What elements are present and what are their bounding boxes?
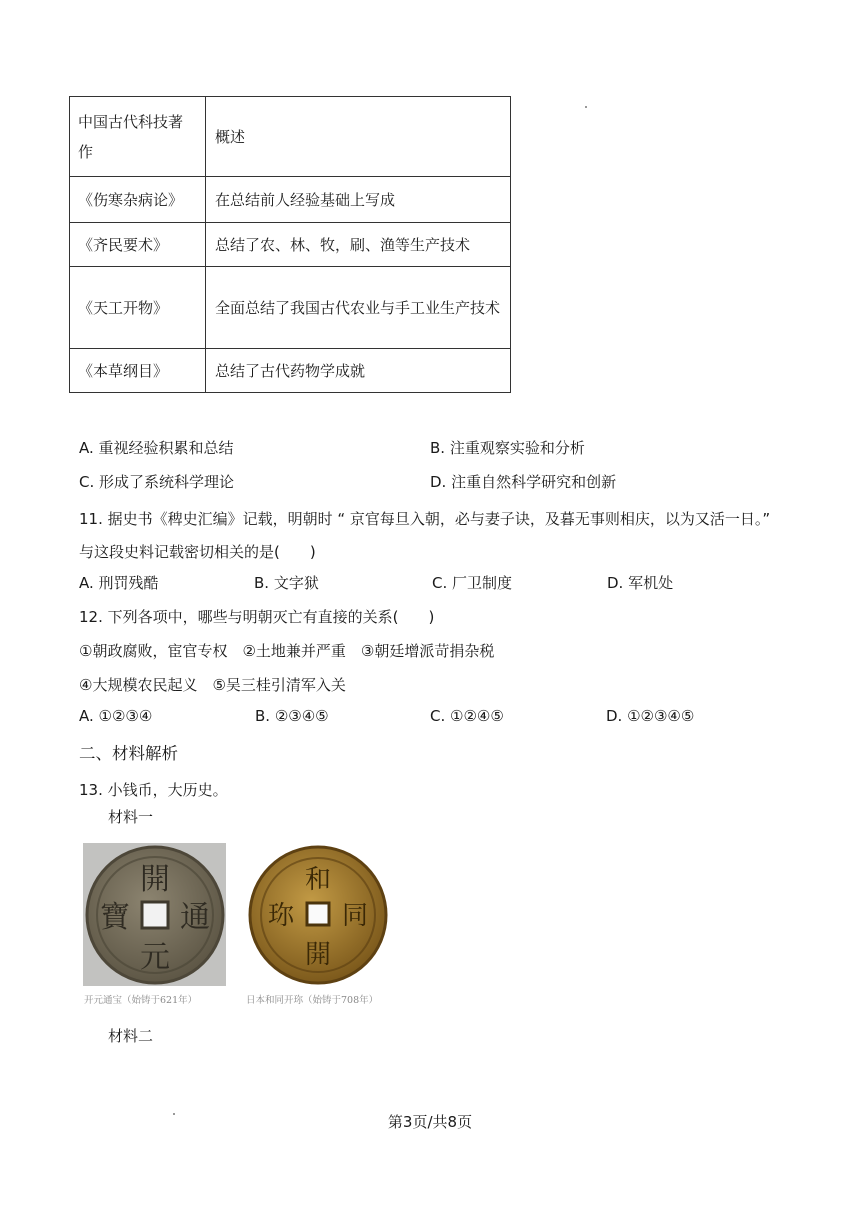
coin2-char-left: 珎	[267, 901, 295, 931]
q12-option-d[interactable]: D. ①②③④⑤	[606, 707, 695, 725]
table-cell-title: 《齐民要术》	[70, 223, 206, 267]
science-works-table	[69, 96, 511, 393]
wado-kaichin-image	[246, 843, 389, 986]
q11-option-a[interactable]: A. 刑罚残酷	[79, 574, 159, 592]
page-number: 第3页/共8页	[387, 1113, 473, 1131]
table-header-cell: 概述	[206, 97, 511, 177]
table-cell-title: 《天工开物》	[70, 267, 206, 349]
coin1-char-top: 開	[140, 862, 170, 897]
q12-stem: 12. 下列各项中，哪些与明朝灭亡有直接的关系( )	[79, 608, 435, 626]
q12-items-line1: ①朝政腐败，宦官专权 ②土地兼并严重 ③朝廷增派苛捐杂税	[79, 642, 495, 660]
coin1-char-bottom: 元	[140, 940, 170, 975]
coin2-char-top: 和	[304, 865, 332, 895]
material-2-label: 材料二	[108, 1027, 154, 1045]
table-header-row	[70, 97, 511, 177]
q10-option-a[interactable]: A. 重视经验积累和总结	[79, 439, 234, 457]
q11-stem-line2: 与这段史料记载密切相关的是( )	[79, 543, 316, 561]
table-header-cell: 中国古代科技著作	[70, 97, 206, 177]
q10-option-b[interactable]: B. 注重观察实验和分析	[430, 439, 585, 457]
q12-option-b[interactable]: B. ②③④⑤	[255, 707, 329, 725]
kaiyuan-tongbao-image	[83, 843, 226, 986]
q13-stem: 13. 小钱币，大历史。	[79, 781, 228, 799]
q12-items-line2: ④大规模农民起义 ⑤吴三桂引清军入关	[79, 676, 346, 694]
coin2-char-right: 同	[341, 901, 369, 931]
table-row	[70, 223, 511, 267]
coin2-caption: 日本和同开珎（始铸于708年）	[246, 995, 379, 1006]
q12-option-a[interactable]: A. ①②③④	[79, 707, 153, 725]
q10-option-c[interactable]: C. 形成了系统科学理论	[79, 473, 235, 491]
coin1-caption: 开元通宝（始铸于621年）	[84, 995, 198, 1006]
table-cell-summary: 总结了农、林、牧，刷、渔等生产技术	[206, 223, 511, 267]
table-cell-summary: 在总结前人经验基础上写成	[206, 177, 511, 223]
coin1-char-left: 寶	[100, 900, 130, 935]
coin1-char-right: 通	[180, 900, 210, 935]
q11-stem-line1: 11. 据史书《稗史汇编》记载，明朝时 “ 京官每旦入朝，必与妻子诀，及暮无事则相庆，以为又活一日。”	[79, 510, 771, 528]
scan-speck	[585, 106, 587, 108]
table-row	[70, 267, 511, 349]
table-cell-summary: 全面总结了我国古代农业与手工业生产技术	[206, 267, 511, 349]
q10-option-d[interactable]: D. 注重自然科学研究和创新	[430, 473, 617, 491]
table-cell-summary: 总结了古代药物学成就	[206, 349, 511, 393]
table-cell-title: 《伤寒杂病论》	[70, 177, 206, 223]
material-1-label: 材料一	[108, 808, 154, 826]
q11-option-d[interactable]: D. 军机处	[607, 574, 674, 592]
table-row	[70, 349, 511, 393]
section-title: 二、材料解析	[79, 744, 178, 763]
q12-option-c[interactable]: C. ①②④⑤	[430, 707, 504, 725]
table-cell-title: 《本草纲目》	[70, 349, 206, 393]
q11-option-b[interactable]: B. 文字狱	[254, 574, 319, 592]
table-row	[70, 177, 511, 223]
q11-option-c[interactable]: C. 厂卫制度	[432, 574, 513, 592]
coin2-char-bottom: 開	[304, 940, 332, 970]
